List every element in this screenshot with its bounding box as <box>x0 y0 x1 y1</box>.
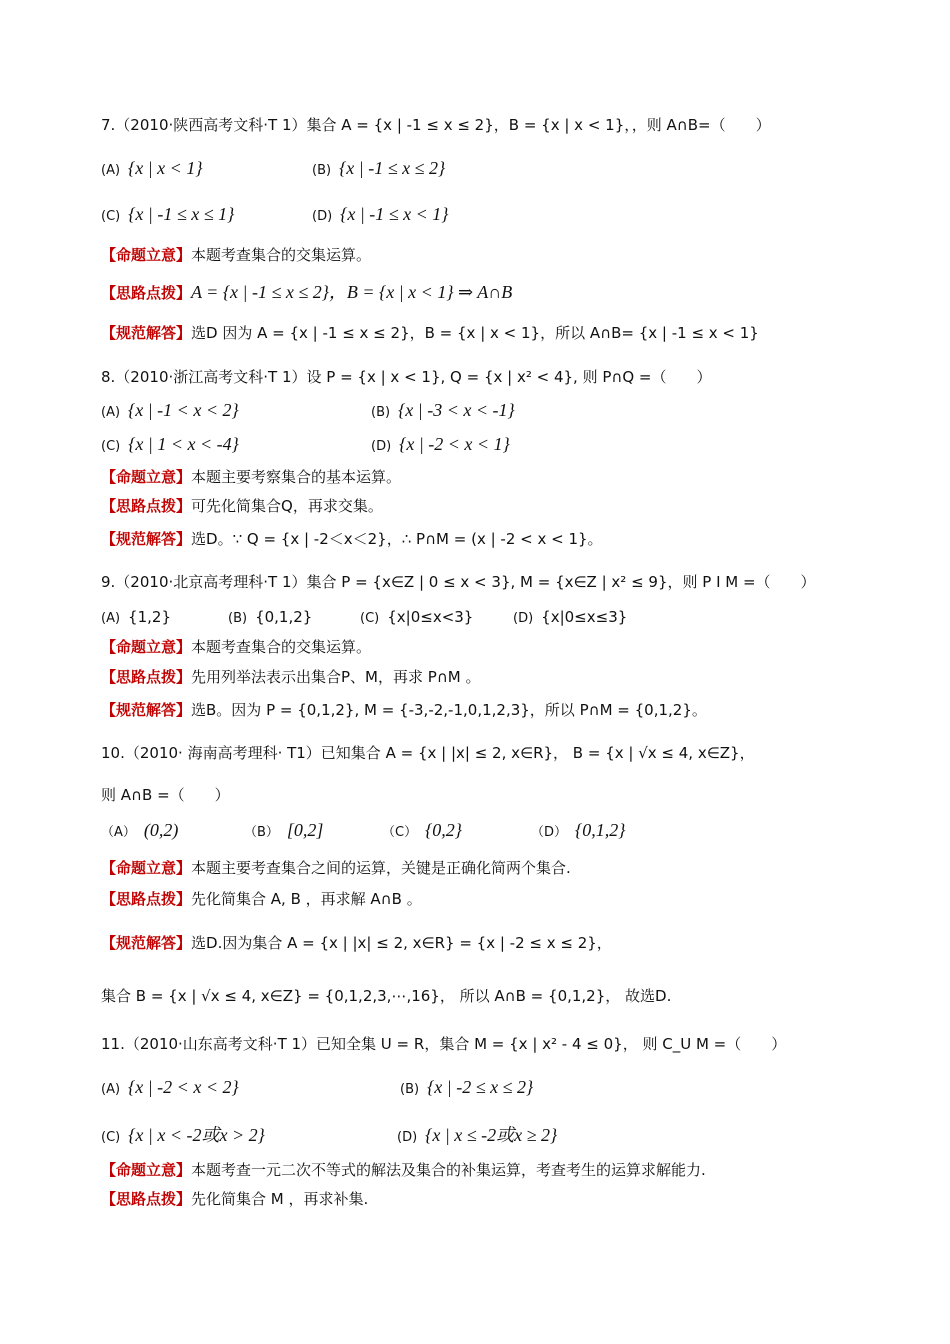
option-text: {1,2} <box>128 608 171 626</box>
hint-text: 先用列举法表示出集合P、M，再求 P∩M 。 <box>191 668 481 686</box>
q7-option-a <box>101 158 203 179</box>
q8-option-c <box>101 434 239 455</box>
option-text: {0,1,2} <box>255 608 313 626</box>
intent-tag: 【命题立意】 <box>101 246 192 264</box>
q8-option-d <box>371 434 510 455</box>
option-text: (0,2) <box>143 820 179 840</box>
hint-tag: 【思路点拨】 <box>101 890 192 908</box>
q7-option-d <box>312 204 449 225</box>
option-text: {x|0≤x<3} <box>387 608 474 626</box>
q8-option-a <box>101 400 239 421</box>
option-text: {x | -2 < x < 2} <box>128 1077 239 1097</box>
q10-hint <box>101 888 422 909</box>
hint-tag: 【思路点拨】 <box>101 497 192 515</box>
option-label: （A） <box>101 825 136 840</box>
option-label: (D) <box>312 209 333 224</box>
option-label: (A) <box>101 611 121 626</box>
option-text: {x | x ≤ -2或x ≥ 2} <box>425 1125 558 1145</box>
q11-hint <box>101 1188 368 1209</box>
q11-option-b <box>400 1077 533 1098</box>
intent-text: 本题考查一元二次不等式的解法及集合的补集运算，考查考生的运算求解能力. <box>191 1161 706 1179</box>
answer-tag: 【规范解答】 <box>101 934 192 952</box>
option-text: {x | -1 < x < 2} <box>128 400 239 420</box>
q8-option-b <box>371 400 515 421</box>
q10-intent <box>101 857 571 878</box>
q8-hint <box>101 495 383 516</box>
q7-option-c <box>101 204 234 225</box>
hint-text: 可先化简集合Q，再求交集。 <box>191 497 383 515</box>
q11-intent <box>101 1159 706 1180</box>
hint-tag: 【思路点拨】 <box>101 1190 192 1208</box>
option-text: {x | -2 < x < 1} <box>399 434 510 454</box>
option-label: (C) <box>360 611 380 626</box>
option-label: (C) <box>101 439 121 454</box>
option-label: (B) <box>400 1082 420 1097</box>
q7-stem: 7.（2010·陕西高考文科·T 1）集合 A = {x | -1 ≤ x ≤ 2}，B = {x | x < 1}，，则 A∩B=（ ） <box>101 116 771 134</box>
option-text: {x | -3 < x < -1} <box>398 400 515 420</box>
q9-answer <box>101 699 707 720</box>
answer-tag: 【规范解答】 <box>101 324 192 342</box>
option-text: {x|0≤x≤3} <box>541 608 628 626</box>
intent-text: 本题考查集合的交集运算。 <box>191 638 372 656</box>
option-label: (D) <box>397 1130 418 1145</box>
q11-option-a <box>101 1077 239 1098</box>
q9-intent <box>101 636 371 657</box>
option-text: {x | -1 ≤ x < 1} <box>340 204 449 224</box>
q9-option-b <box>228 608 312 626</box>
option-text: {x | -2 ≤ x ≤ 2} <box>427 1077 534 1097</box>
q9-option-d <box>513 608 627 626</box>
option-text: {x | x < 1} <box>128 158 203 178</box>
answer-text: 选D.因为集合 A = {x | |x| ≤ 2, x∈R} = {x | -2 ≤ x ≤ 2}， <box>191 934 612 952</box>
answer-text: 选D 因为 A = {x | -1 ≤ x ≤ 2}，B = {x | x < 1}，所以 A∩B= {x | -1 ≤ x < 1} <box>191 324 759 342</box>
answer-tag: 【规范解答】 <box>101 530 192 548</box>
option-text: {0,1,2} <box>575 820 626 840</box>
option-text: {x | 1 < x < -4} <box>128 434 239 454</box>
q9-option-c <box>360 608 473 626</box>
option-text: {x | -1 ≤ x ≤ 2} <box>339 158 446 178</box>
q10-option-c <box>382 820 462 841</box>
option-label: (D) <box>371 439 392 454</box>
q10-stem-continued: 则 A∩B =（ ） <box>101 786 230 804</box>
q11-option-c <box>101 1121 265 1147</box>
answer-text: 选D。∵ Q = {x | -2＜x＜2}，∴ P∩M = (x | -2 < x < 1}。 <box>191 530 603 548</box>
intent-text: 本题主要考查集合之间的运算，关键是正确化简两个集合. <box>191 859 571 877</box>
q7-answer <box>101 322 759 343</box>
intent-text: 本题考查集合的交集运算。 <box>191 246 372 264</box>
q8-answer <box>101 528 603 549</box>
q11-option-d <box>397 1121 557 1147</box>
q11-stem: 11.（2010·山东高考文科·T 1）已知全集 U = R，集合 M = {x | x² - 4 ≤ 0}， 则 C_U M =（ ） <box>101 1035 787 1053</box>
hint-tag: 【思路点拨】 <box>101 668 192 686</box>
q9-hint <box>101 666 481 687</box>
q7-intent <box>101 244 371 265</box>
option-label: (B) <box>228 611 248 626</box>
option-label: (C) <box>101 209 121 224</box>
option-label: (C) <box>101 1130 121 1145</box>
option-label: （C） <box>382 825 418 840</box>
hint-tag: 【思路点拨】 <box>101 284 192 302</box>
q10-option-b <box>244 820 323 841</box>
q10-answer <box>101 932 612 953</box>
intent-tag: 【命题立意】 <box>101 468 192 486</box>
hint-text: A = {x | -1 ≤ x ≤ 2}，B = {x | x < 1} ⇒ A∩B <box>191 282 513 302</box>
option-text: [0,2] <box>286 820 324 840</box>
option-label: （D） <box>531 825 568 840</box>
q8-intent <box>101 466 401 487</box>
q10-answer-continued: 集合 B = {x | √x ≤ 4, x∈Z} = {0,1,2,3,⋯,16}， 所以 A∩B = {0,1,2}， 故选D. <box>101 987 672 1005</box>
option-label: (A) <box>101 405 121 420</box>
option-label: (B) <box>312 163 332 178</box>
option-label: (D) <box>513 611 534 626</box>
hint-text: 先化简集合 M ，再求补集. <box>191 1190 369 1208</box>
option-text: {0,2} <box>425 820 462 840</box>
option-label: （B） <box>244 825 279 840</box>
q7-hint <box>101 278 512 304</box>
q8-stem: 8.（2010·浙江高考文科·T 1）设 P = {x | x < 1}, Q = {x | x² < 4}, 则 P∩Q =（ ） <box>101 368 712 386</box>
q10-stem: 10.（2010· 海南高考理科· T1）已知集合 A = {x | |x| ≤ 2, x∈R}， B = {x | √x ≤ 4, x∈Z}， <box>101 744 755 762</box>
option-text: {x | x < -2或x > 2} <box>128 1125 265 1145</box>
hint-text: 先化简集合 A, B ，再求解 A∩B 。 <box>191 890 422 908</box>
option-text: {x | -1 ≤ x ≤ 1} <box>128 204 235 224</box>
q10-option-a <box>101 820 178 841</box>
q10-option-d <box>531 820 625 841</box>
answer-text: 选B。因为 P = {0,1,2}, M = {-3,-2,-1,0,1,2,3}，所以 P∩M = {0,1,2}。 <box>191 701 707 719</box>
intent-text: 本题主要考察集合的基本运算。 <box>191 468 402 486</box>
option-label: (A) <box>101 163 121 178</box>
option-label: (A) <box>101 1082 121 1097</box>
q7-option-b <box>312 158 445 179</box>
intent-tag: 【命题立意】 <box>101 1161 192 1179</box>
q9-option-a <box>101 608 171 626</box>
q9-stem: 9.（2010·北京高考理科·T 1）集合 P = {x∈Z | 0 ≤ x < 3}, M = {x∈Z | x² ≤ 9}，则 P I M =（ ） <box>101 573 816 591</box>
intent-tag: 【命题立意】 <box>101 859 192 877</box>
intent-tag: 【命题立意】 <box>101 638 192 656</box>
option-label: (B) <box>371 405 391 420</box>
answer-tag: 【规范解答】 <box>101 701 192 719</box>
